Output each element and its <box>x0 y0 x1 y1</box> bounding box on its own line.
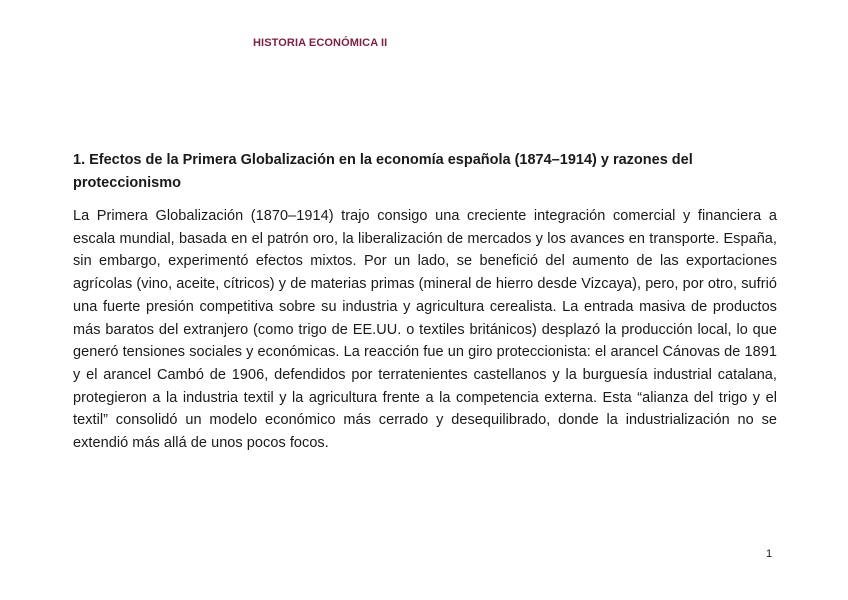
section-heading: 1. Efectos de la Primera Globalización en la economía española (1874–1914) y razones del proteccionismo <box>73 152 693 191</box>
running-header: HISTORIA ECONÓMICA II <box>253 37 388 49</box>
section-paragraph: La Primera Globalización (1870–1914) trajo consigo una creciente integración comercial y financiera a escala mundial, basada en el patrón oro, la liberalización de mercados y los avances en transporte. España, sin embargo, experimentó efectos mixtos. Por un lado, se benefició del aumento de las exportaciones agrícolas (vino, aceite, cítricos) y de materias primas (mineral de hierro desde Vizcaya), pero, por otro, sufrió una fuerte presión competitiva sobre su industria y agricultura cerealista. La entrada masiva de productos más baratos del extranjero (como trigo de EE.UU. o textiles británicos) desplazó la producción local, lo que generó tensiones sociales y económicas. La reacción fue un giro proteccionista: el arancel Cánovas de 1891 y el arancel Cambó de 1906, defendidos por terratenientes castellanos y la burguesía industrial catalana, protegieron a la industria textil y la agricultura frente a la competencia externa. Esta “alianza del trigo y el textil” consolidó un modelo económico más cerrado y desequilibrado, donde la industrialización no se extendió más allá de unos pocos focos. <box>73 208 777 452</box>
page-number: 1 <box>766 548 773 560</box>
